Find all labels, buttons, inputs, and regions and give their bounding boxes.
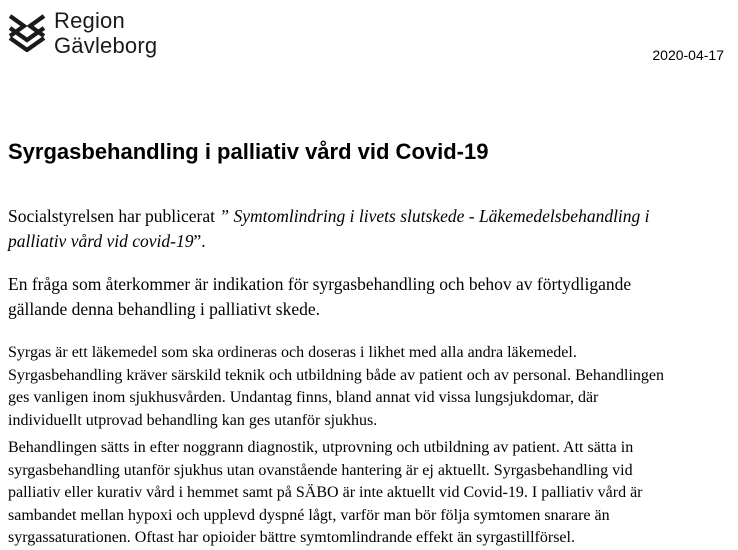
body-paragraph-2 [8, 437, 728, 550]
document-title: Syrgasbehandling i palliativ vård vid Covid-19 [8, 139, 489, 164]
question-line: En fråga som återkommer är indikation för syrgasbehandling och behov av förtydligande [8, 274, 632, 294]
question-paragraph [8, 272, 728, 322]
logo-line-region: Region [54, 8, 125, 33]
body1-line: ges vanligen inom sjukhusvården. Undantag finns, bland annat vid vissa lungsjukdomar, där [8, 389, 599, 406]
question-line: gällande denna behandling i palliativt skede. [8, 299, 320, 319]
region-gavleborg-logo [8, 8, 183, 60]
body1-line: Syrgas är ett läkemedel som ska ordineras och doseras i likhet med alla andra läkemedel. [8, 344, 577, 361]
intro-quote-open: ” [215, 206, 230, 226]
document-date: 2020-04-17 [652, 47, 724, 63]
intro-paragraph [8, 204, 720, 254]
logo-wordmark [54, 8, 157, 58]
body2-line: syrgassaturationen. Oftast har opioider bättre symtomlindrande effekt än syrgastillförsel. [8, 529, 575, 546]
intro-title-part2: palliativ vård vid covid-19 [8, 231, 194, 251]
region-gavleborg-logo-mark-icon [8, 12, 46, 52]
body1-line: individuellt utprovad behandling kan ges utanför sjukhus. [8, 411, 378, 429]
body2-line: syrgasbehandling utanför sjukhus utan ovanstående hantering är ej aktuellt. Syrgasbehandling vid [8, 461, 633, 479]
intro-title-part1: Symtomlindring i livets slutskede - Läkemedelsbehandling i [229, 206, 650, 226]
intro-quote-close: ”. [193, 231, 206, 251]
body-paragraph-1 [8, 342, 728, 432]
logo-line-gavleborg: Gävleborg [54, 33, 158, 58]
intro-line-2 [8, 229, 720, 254]
body2-line: sambandet mellan hypoxi och upplevd dyspné lågt, varför man bör följa symtomen snarare än [8, 506, 610, 524]
body2-line: palliativ eller kurativ vård i hemmet samt på SÄBO är inte aktuellt vid Covid-19. I palliativ vård är [8, 484, 643, 501]
intro-line-1 [8, 204, 720, 229]
body2-line: Behandlingen sätts in efter noggrann diagnostik, utprovning och utbildning av patient. Att sätta in [8, 439, 634, 456]
body1-line: Syrgasbehandling kräver särskild teknik och utbildning både av patient och av personal. Behandlingen [8, 366, 664, 384]
intro-prefix: Socialstyrelsen har publicerat [8, 206, 216, 226]
